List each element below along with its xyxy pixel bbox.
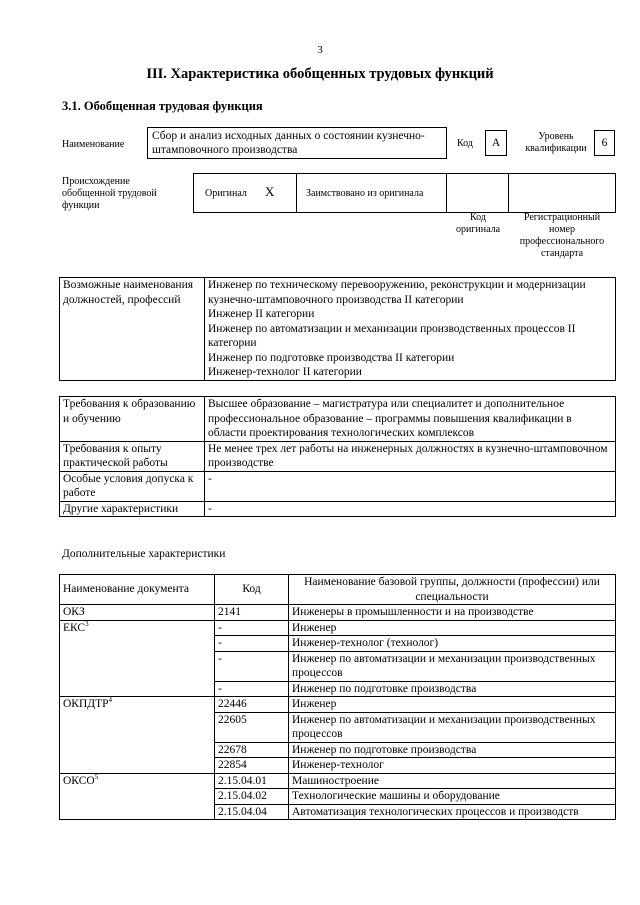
doc-name [60, 620, 215, 697]
code-value: А [491, 137, 501, 149]
name-cell: Инженер-технолог (технолог) [289, 636, 616, 652]
table-row [60, 605, 616, 621]
reg-caption: Регистрационный номер профессионального стандарта [519, 212, 605, 259]
level-label: Уровень квалификации [525, 131, 587, 154]
table-row [60, 697, 616, 713]
function-name-box [147, 127, 447, 159]
original-mark: Х [265, 184, 275, 199]
borrowed-label: Заимствовано из оригинала [306, 188, 424, 199]
positions-list [205, 278, 616, 381]
code-caption: Код оригинала [455, 212, 501, 235]
code-label: Код [457, 138, 473, 149]
name-cell: Инженер по автоматизации и механизации производственных процессов [289, 651, 616, 681]
footnote-mark: 4 [108, 696, 113, 705]
origin-divider [508, 173, 509, 213]
name-cell: Инженер по подготовке производства [289, 681, 616, 697]
section-title: III. Характеристика обобщенных трудовых функций [146, 66, 494, 82]
header-doc: Наименование документа [60, 575, 215, 605]
name-cell: Машиностроение [289, 773, 616, 789]
code-cell: 2.15.04.02 [215, 789, 289, 805]
code-cell: - [215, 651, 289, 681]
name-cell: Инженер [289, 620, 616, 636]
doc-name [60, 773, 215, 820]
doc-name-text: ОКЗ [63, 606, 85, 618]
code-cell: 2141 [215, 605, 289, 621]
code-cell: 22605 [215, 712, 289, 742]
req-label: Требования к образованию и обучению [60, 397, 205, 442]
table-header-row [60, 575, 616, 605]
origin-divider [446, 173, 447, 213]
footnote-mark: 3 [85, 619, 89, 628]
name-label: Наименование [62, 139, 125, 150]
table-row [60, 441, 616, 471]
req-label: Другие характеристики [60, 501, 205, 517]
original-label: Оригинал [205, 188, 247, 199]
code-cell: 22446 [215, 697, 289, 713]
function-name-value: Сбор и анализ исходных данных о состоянии кузнечно-штамповочного производства [152, 130, 425, 156]
doc-name [60, 605, 215, 621]
req-value: - [205, 471, 616, 501]
position-item: Инженер по техническому перевооружению, реконструкции и модернизации кузнечно-штамповочного производства II категории [208, 279, 586, 306]
origin-label: Происхождение обобщенной трудовой функции [62, 176, 157, 211]
footnote-mark: 5 [94, 772, 99, 781]
code-box [485, 130, 507, 156]
name-cell: Технологические машины и оборудование [289, 789, 616, 805]
additional-table [59, 574, 616, 820]
name-cell: Инженер-технолог [289, 758, 616, 774]
position-item: Инженер-технолог II категории [208, 366, 362, 378]
name-cell: Автоматизация технологических процессов и производств [289, 804, 616, 820]
name-cell: Инженер по автоматизации и механизации производственных процессов [289, 712, 616, 742]
code-cell: 2.15.04.01 [215, 773, 289, 789]
page-number: 3 [317, 44, 323, 56]
requirements-table [59, 396, 616, 517]
name-cell: Инженеры в промышленности и на производстве [289, 605, 616, 621]
header-code: Код [215, 575, 289, 605]
name-cell: Инженер [289, 697, 616, 713]
additional-title: Дополнительные характеристики [62, 548, 226, 560]
positions-table [59, 277, 616, 381]
req-value: Не менее трех лет работы на инженерных должностях в кузнечно-штамповочном производстве [205, 441, 616, 471]
position-item: Инженер по подготовке производства II категории [208, 351, 455, 364]
table-row [60, 397, 616, 442]
doc-name [60, 697, 215, 774]
req-label: Требования к опыту практической работы [60, 441, 205, 471]
position-item: Инженер по автоматизации и механизации производственных процессов II категории [208, 322, 576, 349]
level-value: 6 [601, 137, 608, 149]
table-row [60, 501, 616, 517]
code-cell: - [215, 681, 289, 697]
doc-name-text: ОКСО [63, 774, 95, 787]
name-cell: Инженер по подготовке производства [289, 742, 616, 758]
positions-label: Возможные наименования должностей, профессий [60, 278, 205, 381]
origin-divider [296, 173, 297, 213]
code-cell: - [215, 636, 289, 652]
position-item: Инженер II категории [208, 308, 315, 320]
table-row [60, 773, 616, 789]
table-row [60, 471, 616, 501]
code-cell: 22854 [215, 758, 289, 774]
code-cell: - [215, 620, 289, 636]
req-label: Особые условия допуска к работе [60, 471, 205, 501]
header-name: Наименование базовой группы, должности (профессии) или специальности [289, 575, 616, 605]
level-box [594, 130, 615, 156]
req-value: Высшее образование – магистратура или специалитет и дополнительное профессиональное образование – программы повышения квалификации в области проектирования технологических комплексов [205, 397, 616, 442]
req-value: - [205, 501, 616, 517]
table-row [60, 620, 616, 636]
subsection-title: 3.1. Обобщенная трудовая функция [62, 99, 263, 113]
doc-name-text: ОКПДТР [63, 698, 109, 710]
doc-name-text: ЕКС [63, 621, 86, 634]
code-cell: 22678 [215, 742, 289, 758]
code-cell: 2.15.04.04 [215, 804, 289, 820]
